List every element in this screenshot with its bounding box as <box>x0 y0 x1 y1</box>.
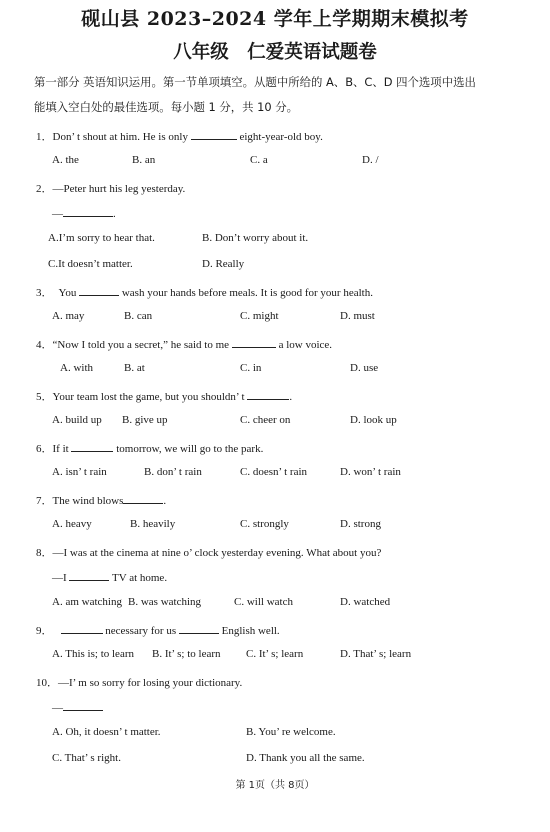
option-b: B. You’ re welcome. <box>246 726 336 738</box>
option-d: D. must <box>340 310 375 322</box>
option-b: B. was watching <box>128 596 202 608</box>
option-d: D. won’ t rain <box>340 466 401 478</box>
option-d: D. strong <box>340 518 381 530</box>
stem-text: Don’ t shout at him. He is only <box>52 131 191 143</box>
option-b: B. heavily <box>130 518 176 530</box>
question-8-stem <box>36 544 381 560</box>
option-c: C. doesn’ t rain <box>240 466 308 478</box>
answer-blank <box>247 389 289 400</box>
answer-blank <box>69 570 109 581</box>
instruction-line-2: 能填入空白处的最佳选项。每小题 1 分，共 10 分。 <box>34 100 299 114</box>
question-4-stem <box>36 336 332 352</box>
option-c: C. will watch <box>234 596 293 608</box>
option-a: A. the <box>52 154 79 166</box>
option-a: A. isn’ t rain <box>52 466 107 478</box>
option-a: A. heavy <box>52 518 92 530</box>
option-b: B. don’ t rain <box>144 466 202 478</box>
stem-text: The wind blows <box>52 495 124 507</box>
answer-blank <box>191 129 237 140</box>
stem-text: “Now I told you a secret,” he said to me <box>52 339 232 351</box>
option-a: A. am watching <box>52 596 122 608</box>
answer-blank <box>63 700 103 711</box>
option-b: B. It’ s; to learn <box>152 648 221 660</box>
question-number: 3． <box>36 287 53 299</box>
stem-text: If it <box>52 443 72 455</box>
stem-text: — <box>52 208 63 220</box>
stem-text: . <box>163 495 167 507</box>
stem-text: — <box>52 702 63 714</box>
instruction-line-1: 第一部分 英语知识运用。第一节单项填空。从题中所给的 A、B、C、D 四个选项中选出 <box>34 75 476 89</box>
question-5-stem <box>36 388 292 404</box>
answer-blank <box>63 206 113 217</box>
option-c: C. might <box>240 310 279 322</box>
option-a: A.I’m sorry to hear that. <box>48 232 155 244</box>
option-a: A. may <box>52 310 85 322</box>
option-d: D. look up <box>350 414 397 426</box>
stem-text: English well. <box>218 625 280 637</box>
option-c: C. It’ s; learn <box>246 648 304 660</box>
stem-text: TV at home. <box>109 572 168 584</box>
question-8-response <box>52 570 167 584</box>
question-10-response <box>52 700 103 714</box>
stem-text: a low voice. <box>275 339 333 351</box>
answer-blank <box>61 623 103 634</box>
stem-text: You <box>58 287 80 299</box>
answer-blank <box>179 623 219 634</box>
question-10-stem <box>36 674 242 690</box>
question-1-stem <box>36 128 323 144</box>
option-a: A. with <box>60 362 93 374</box>
stem-text: necessary for us <box>102 625 179 637</box>
option-c: C. That’ s right. <box>52 752 121 764</box>
question-number: 8． <box>36 547 53 559</box>
option-d: D. Really <box>202 258 245 270</box>
exam-subtitle: 八年级 仁爱英语试题卷 <box>173 42 377 63</box>
question-number: 5． <box>36 391 53 403</box>
question-2-response: — . <box>52 208 116 220</box>
question-number: 6． <box>36 443 53 455</box>
option-b: B. can <box>124 310 153 322</box>
option-c: C.It doesn’t matter. <box>48 258 133 270</box>
question-number: 1． <box>36 131 53 143</box>
question-number: 7． <box>36 495 53 507</box>
option-c: C. in <box>240 362 262 374</box>
stem-text: wash your hands before meals. It is good for your health. <box>119 287 373 299</box>
stem-text: . <box>289 391 293 403</box>
question-number: 4． <box>36 339 53 351</box>
option-a: A. This is; to learn <box>52 648 134 660</box>
exam-title: 砚山县 2023–2024 学年上学期期末模拟考 <box>81 8 469 30</box>
answer-blank <box>123 493 163 504</box>
answer-blank <box>79 285 119 296</box>
option-c: C. cheer on <box>240 414 291 426</box>
stem-text: —I’ m so sorry for losing your dictionary. <box>58 677 243 689</box>
option-b: B. at <box>124 362 145 374</box>
option-a: A. Oh, it doesn’ t matter. <box>52 726 161 738</box>
question-3-stem <box>36 284 373 300</box>
answer-blank <box>232 337 276 348</box>
question-6-stem <box>36 440 263 456</box>
page-number: 第 1页（共 8页） <box>235 780 315 791</box>
stem-text: tomorrow, we will go to the park. <box>113 443 264 455</box>
section-instructions <box>34 70 534 120</box>
question-number: 2． <box>36 183 53 195</box>
option-b: B. an <box>132 154 156 166</box>
question-number: 9． <box>36 625 53 637</box>
stem-text: eight-year-old boy. <box>236 131 323 143</box>
option-a: A. build up <box>52 414 102 426</box>
option-c: C. a <box>250 154 268 166</box>
option-b: B. Don’t worry about it. <box>202 232 309 244</box>
stem-text: —I <box>52 572 70 584</box>
stem-text: —Peter hurt his leg yesterday. <box>52 183 186 195</box>
option-d: D. watched <box>340 596 391 608</box>
option-d: D. Thank you all the same. <box>246 752 365 764</box>
stem-text: —I was at the cinema at nine o’ clock yesterday evening. What about you? <box>52 547 382 559</box>
question-7-stem <box>36 492 166 508</box>
question-number: 10． <box>36 677 58 689</box>
option-d: D. use <box>350 362 379 374</box>
question-2-stem <box>36 180 185 196</box>
option-d: D. That’ s; learn <box>340 648 412 660</box>
answer-blank <box>71 441 113 452</box>
option-b: B. give up <box>122 414 168 426</box>
question-9-stem <box>36 622 280 638</box>
stem-text: Your team lost the game, but you shouldn’ t <box>52 391 248 403</box>
option-d: D. / <box>362 154 379 166</box>
option-c: C. strongly <box>240 518 289 530</box>
